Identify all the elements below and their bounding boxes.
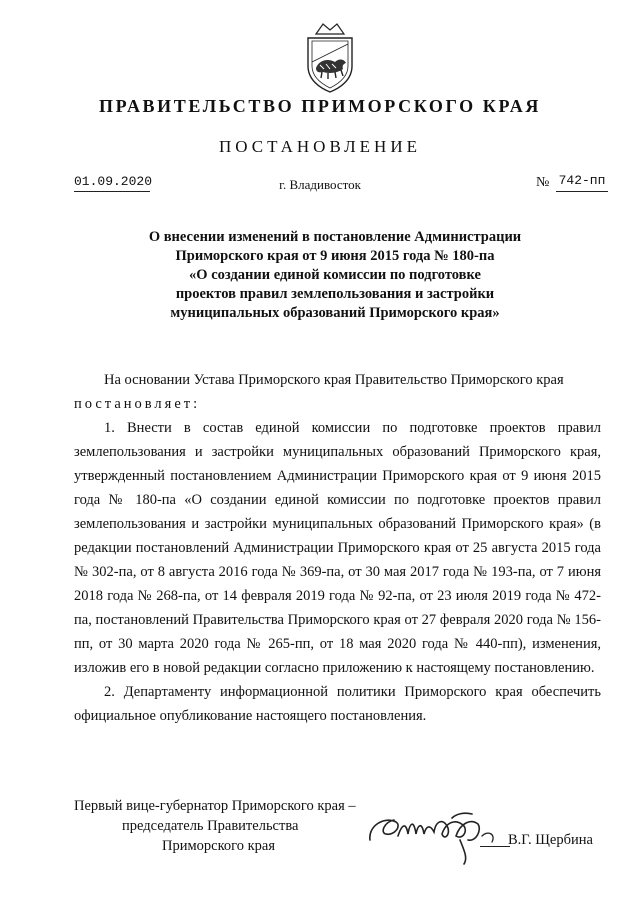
subject-line: Приморского края от 9 июня 2015 года № 180-па [175,248,495,264]
signatory-position [74,796,394,856]
position-line: Приморского края [162,838,276,854]
position-line: председатель Правительства [122,818,299,834]
position-line: Первый вице-губернатор Приморского края – [74,798,356,814]
document-type: ПОСТАНОВЛЕНИЕ [218,137,421,156]
signatory-name: В.Г. Щербина [508,832,593,848]
number-sign: № [536,175,550,190]
subject-line: О внесении изменений в постановление Администрации [148,229,522,245]
subject-line: муниципальных образований Приморского края» [170,305,500,321]
document-number: 742-пп [558,173,606,188]
document-date: 01.09.2020 [74,174,153,189]
government-title: ПРАВИТЕЛЬСТВО ПРИМОРСКОГО КРАЯ [99,96,541,116]
item-2-paragraph: 2. Департаменту информационной политики Приморского края обеспечить официальное опубликование настоящего постановления. [74,684,601,724]
subject-line: проектов правил землепользования и застройки [175,286,495,302]
resolves-word: постановляет: [74,396,201,412]
item-1-paragraph: 1. Внести в состав единой комиссии по подготовке проектов правил землепользования и застройки муниципальных образований Приморского края, утвержденный постановлением Администрации Приморского края от 9 июня 2015 года № 180-па «О создании единой комиссии по подготовке проектов правил землепользования и застройки муниципальных образований Приморского края» (в редакции постановлений Администрации Приморского края от 25 августа 2015 года № 302-па, от 8 августа 2016 года № 369-па, от 30 мая 2017 года № 193-па, от 7 июня 2018 года № 268-па, от 14 февраля 2019 года № 92-па, от 23 июля 2019 года № 472-па, постановлений Правительства Приморского края от 27 февраля 2020 года № 156-пп, от 30 марта 2020 года № 265-пп, от 18 мая 2020 года № 440-пп), изменения, изложив его в новой редакции согласно приложению к настоящему постановлению. [74,420,601,676]
document-body [74,368,601,728]
number-underline [556,191,608,192]
signature-underline [480,846,510,847]
intro-paragraph: На основании Устава Приморского края Правительство Приморского края [104,372,564,388]
subject-line: «О создании единой комиссии по подготовке [189,267,481,283]
primorsky-coat-of-arms-icon [302,22,358,94]
document-subject [100,228,570,323]
handwritten-signature-icon [364,800,514,870]
city: г. Владивосток [279,177,361,192]
